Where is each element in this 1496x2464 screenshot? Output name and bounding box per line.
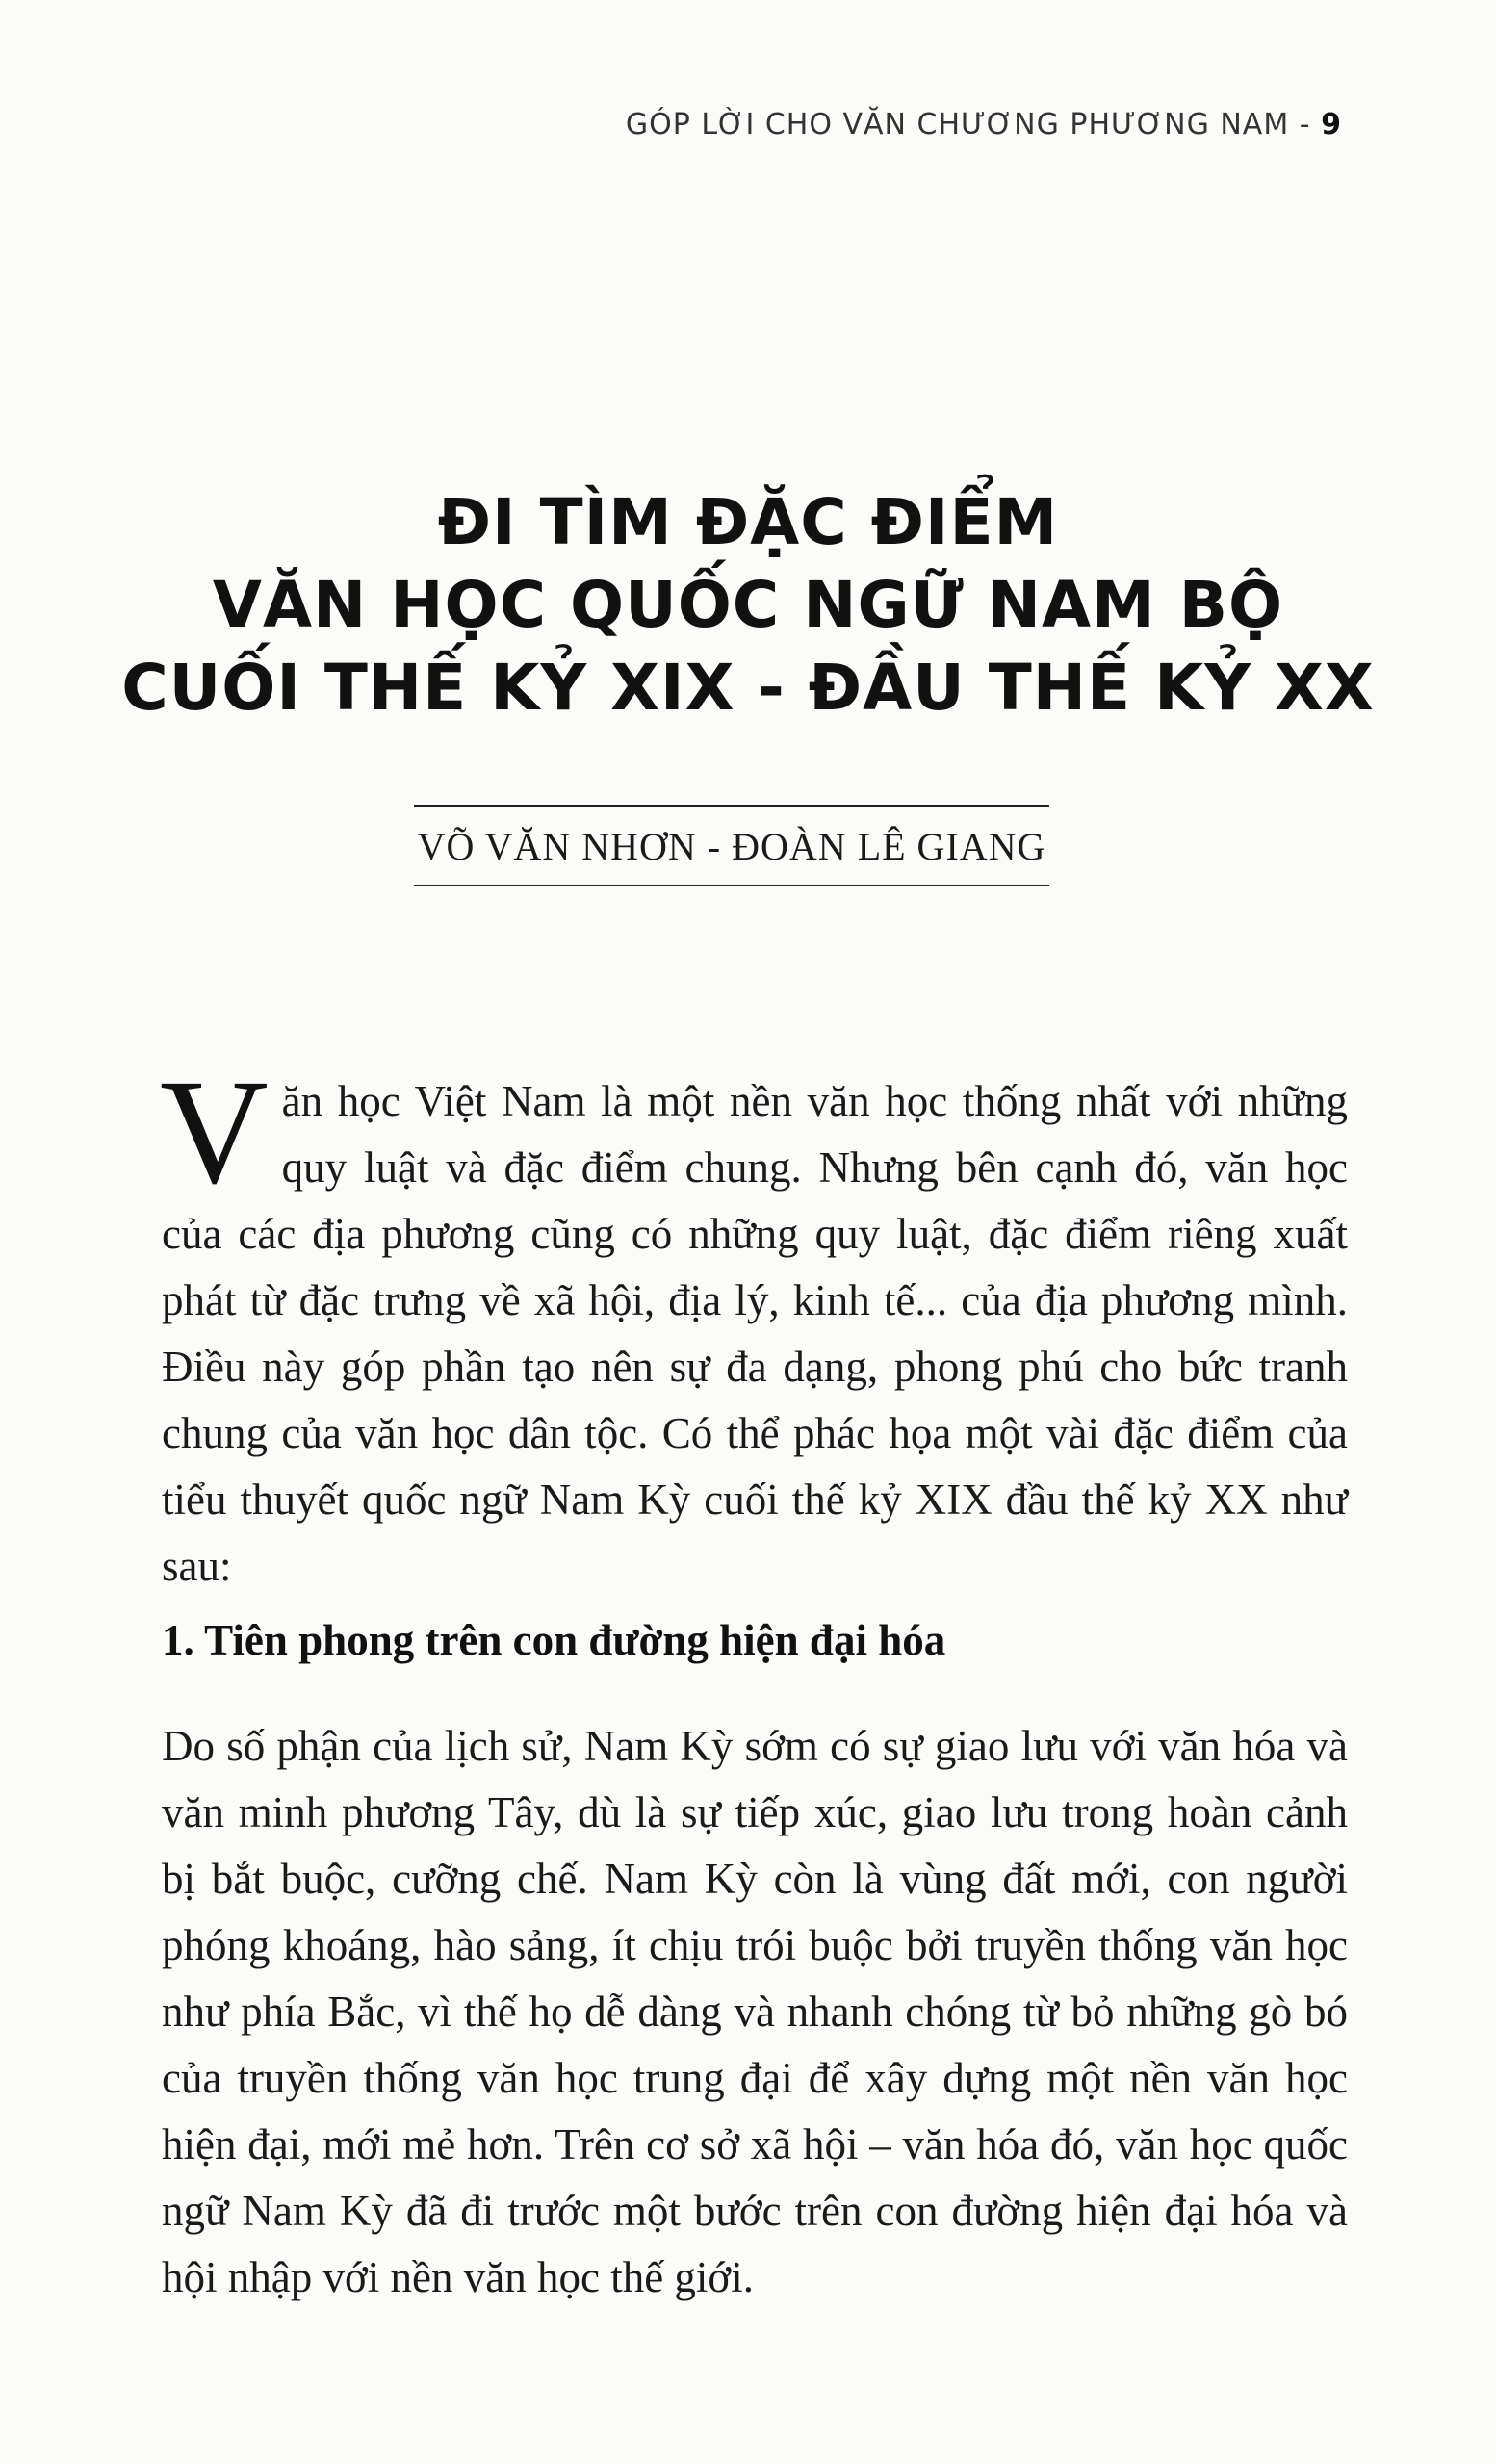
running-head-title: GÓP LỜI CHO VĂN CHƯƠNG PHƯƠNG NAM -	[625, 108, 1311, 141]
section-heading: 1. Tiên phong trên con đường hiện đại hóa	[162, 1616, 946, 1664]
chapter-title	[0, 481, 1496, 730]
intro-paragraph-text: ăn học Việt Nam là một nền văn học thống nhất với những quy luật và đặc điểm chung. Nhưng bên cạnh đó, văn học của các địa phương cũng có những quy luật, đặc điểm riêng xuất phát từ đặc trưng về xã hội, địa lý, kinh tế... của địa phương mình. Điều này góp phần tạo nên sự đa dạng, phong phú cho bức tranh chung của văn học dân tộc. Có thể phác họa một vài đặc điểm của tiểu thuyết quốc ngữ Nam Kỳ cuối thế kỷ XIX đầu thế kỷ XX như sau:	[162, 1077, 1348, 1590]
section-paragraph-text: Do số phận của lịch sử, Nam Kỳ sớm có sự giao lưu với văn hóa và văn minh phương Tây, dù là sự tiếp xúc, giao lưu trong hoàn cảnh bị bắt buộc, cưỡng chế. Nam Kỳ còn là vùng đất mới, con người phóng khoáng, hào sảng, ít chịu trói buộc bởi truyền thống văn học như phía Bắc, vì thế họ dễ dàng và nhanh chóng từ bỏ những gò bó của truyền thống văn học trung đại để xây dựng một nền văn học hiện đại, mới mẻ hơn. Trên cơ sở xã hội – văn hóa đó, văn học quốc ngữ Nam Kỳ đã đi trước một bước trên con đường hiện đại hóa và hội nhập với nền văn học thế giới.	[162, 1722, 1348, 2301]
chapter-title-line-1: ĐI TÌM ĐẶC ĐIỂM	[437, 485, 1059, 559]
author-byline: VÕ VĂN NHƠN - ĐOÀN LÊ GIANG	[414, 805, 1049, 886]
page-number: 9	[1321, 108, 1342, 141]
chapter-title-line-2: VĂN HỌC QUỐC NGỮ NAM BỘ	[212, 568, 1284, 642]
section-paragraph	[162, 1713, 1348, 2311]
running-head	[626, 108, 1342, 141]
intro-paragraph	[160, 1048, 1348, 1600]
chapter-title-line-3: CUỐI THẾ KỶ XIX - ĐẦU THẾ KỶ XX	[121, 651, 1375, 725]
drop-cap: V	[160, 1048, 269, 1215]
